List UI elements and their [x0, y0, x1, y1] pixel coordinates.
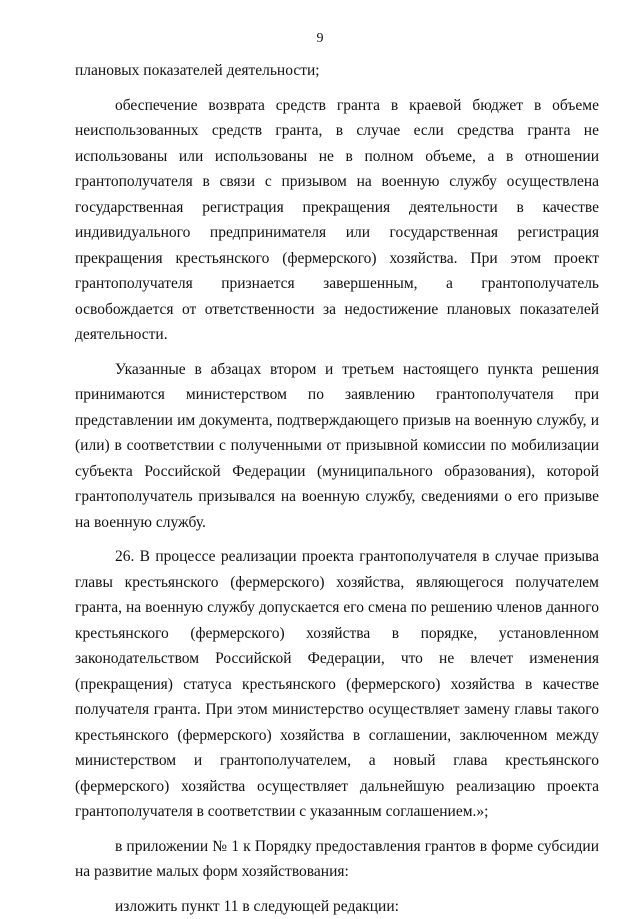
- paragraph-continuation: плановых показателей деятельности;: [75, 58, 599, 84]
- page-number: 9: [0, 30, 640, 48]
- paragraph-grant-return: обеспечение возврата средств гранта в краевой бюджет в объеме неиспользованных средств гранта, в случае если средства гранта не использованы или использованы не в полном объеме, а в отношении грантополучателя в связи с призывом на военную службу осуществлена государственная регистрация прекращения деятельности в качестве индивидуального предпринимателя или государственная регистрация прекращения крестьянского (фермерского) хозяйства. При этом проект грантополучателя признается завершенным, а грантополучатель освобождается от ответственности за недостижение плановых показателей деятельности.: [75, 93, 599, 348]
- paragraph-decisions: Указанные в абзацах втором и третьем настоящего пункта решения принимаются министерством по заявлению грантополучателя при представлении им документа, подтверждающего призыв на военную службу, и (или) в соответствии с полученными от призывной комиссии по мобилизации субъекта Российской Федерации (муниципального образования), которой грантополучатель призывался на военную службу, сведениями о его призыве на военную службу.: [75, 357, 599, 536]
- paragraph-item-26: 26. В процессе реализации проекта грантополучателя в случае призыва главы крестьянского (фермерского) хозяйства, являющегося получателем гранта, на военную службу допускается его смена по решению членов данного крестьянского (фермерского) хозяйства в порядке, установленном законодательством Российской Федерации, что не влечет изменения (прекращения) статуса крестьянского (фермерского) хозяйства в качестве получателя гранта. При этом министерство осуществляет замену главы такого крестьянского (фермерского) хозяйства в соглашении, заключенном между министерством и грантополучателем, а новый глава крестьянского (фермерского) хозяйства осуществляет дальнейшую реализацию проекта грантополучателя в соответствии с указанным соглашением.»;: [75, 544, 599, 825]
- paragraph-item-11: изложить пункт 11 в следующей редакции:: [75, 894, 599, 919]
- paragraph-appendix-1: в приложении № 1 к Порядку предоставления грантов в форме субсидии на развитие малых форм хозяйствования:: [75, 834, 599, 885]
- document-body: [75, 58, 599, 919]
